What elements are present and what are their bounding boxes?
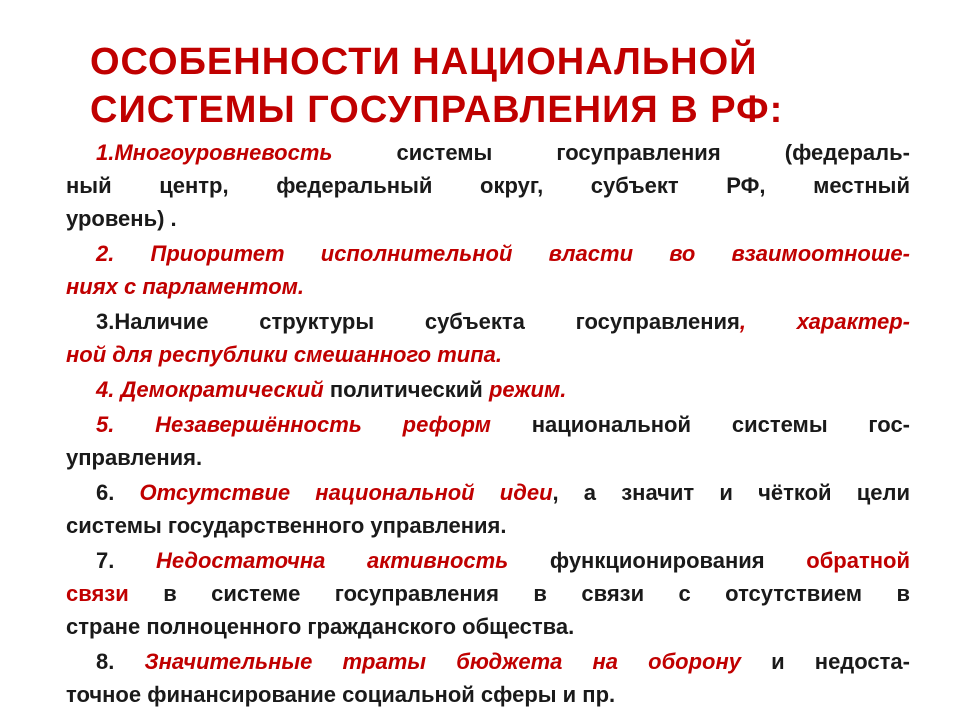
title-line-1: ОСОБЕННОСТИ НАЦИОНАЛЬНОЙ (90, 41, 758, 83)
text-segment: 1.Многоуровневость (96, 140, 333, 165)
list-item (66, 408, 910, 474)
text-segment: 5. Незавершённость реформ (96, 412, 491, 437)
list-item (66, 645, 910, 711)
text-segment: 6. (96, 480, 140, 505)
text-segment: ниях с парламентом. (66, 274, 305, 299)
text-segment: уровень) . (66, 206, 177, 231)
text-segment: , а значит и чёткой цели (552, 480, 910, 505)
text-segment: и недоста- (741, 649, 910, 674)
list-item (66, 476, 910, 542)
list-item-line (66, 678, 910, 711)
page-title (90, 38, 910, 134)
list-item-line (66, 373, 910, 406)
text-segment: обратной (806, 548, 910, 573)
list-item-line (66, 577, 910, 610)
list-item-line (66, 476, 910, 509)
list-item-line (66, 441, 910, 474)
text-segment: 3.Наличие структуры субъекта госуправления (96, 309, 740, 334)
text-segment: управления. (66, 445, 203, 470)
list-item (66, 237, 910, 303)
list-item (66, 373, 910, 406)
list-item-line (66, 509, 910, 542)
list-item-line (66, 136, 910, 169)
list-item (66, 305, 910, 371)
list-item-line (66, 408, 910, 441)
list-item-line (66, 544, 910, 577)
list-item (66, 136, 910, 235)
text-segment: ный центр, федеральный округ, субъект РФ, местный (66, 173, 910, 198)
text-segment: 7. (96, 548, 156, 573)
text-segment: , характер- (739, 309, 910, 334)
text-segment: национальной системы гос- (490, 412, 911, 437)
list-item-line (66, 202, 910, 235)
text-segment: в системе госуправления в связи с отсутствием в (128, 581, 910, 606)
text-segment: точное финансирование социальной сферы и пр. (66, 682, 616, 707)
text-segment: функционирования (508, 548, 807, 573)
list-item-line (66, 645, 910, 678)
list-item-line (66, 237, 910, 270)
list-item-line (66, 610, 910, 643)
text-segment: Отсутствие национальной идеи (139, 480, 553, 505)
list-item-line (66, 169, 910, 202)
text-segment: системы госуправления (федераль- (332, 140, 910, 165)
list-item-line (66, 305, 910, 338)
text-segment: Недостаточна активность (155, 548, 509, 573)
text-segment: ной для республики смешанного типа. (66, 342, 502, 367)
text-segment: политический (323, 377, 489, 402)
text-segment: 4. Демократический (96, 377, 324, 402)
text-segment: системы государственного управления. (66, 513, 507, 538)
text-segment: Значительные траты бюджета на оборону (144, 649, 742, 674)
text-segment: 8. (96, 649, 145, 674)
list-item-line (66, 270, 910, 303)
text-segment: стране полноценного гражданского общества. (66, 614, 575, 639)
list-item-line (66, 338, 910, 371)
text-segment: режим. (488, 377, 567, 402)
text-segment: связи (66, 581, 129, 606)
text-segment: 2. Приоритет исполнительной власти во взаимоотноше- (96, 241, 910, 266)
feature-list (66, 136, 910, 713)
list-item (66, 544, 910, 643)
title-line-2: СИСТЕМЫ ГОСУПРАВЛЕНИЯ В РФ: (90, 89, 784, 131)
